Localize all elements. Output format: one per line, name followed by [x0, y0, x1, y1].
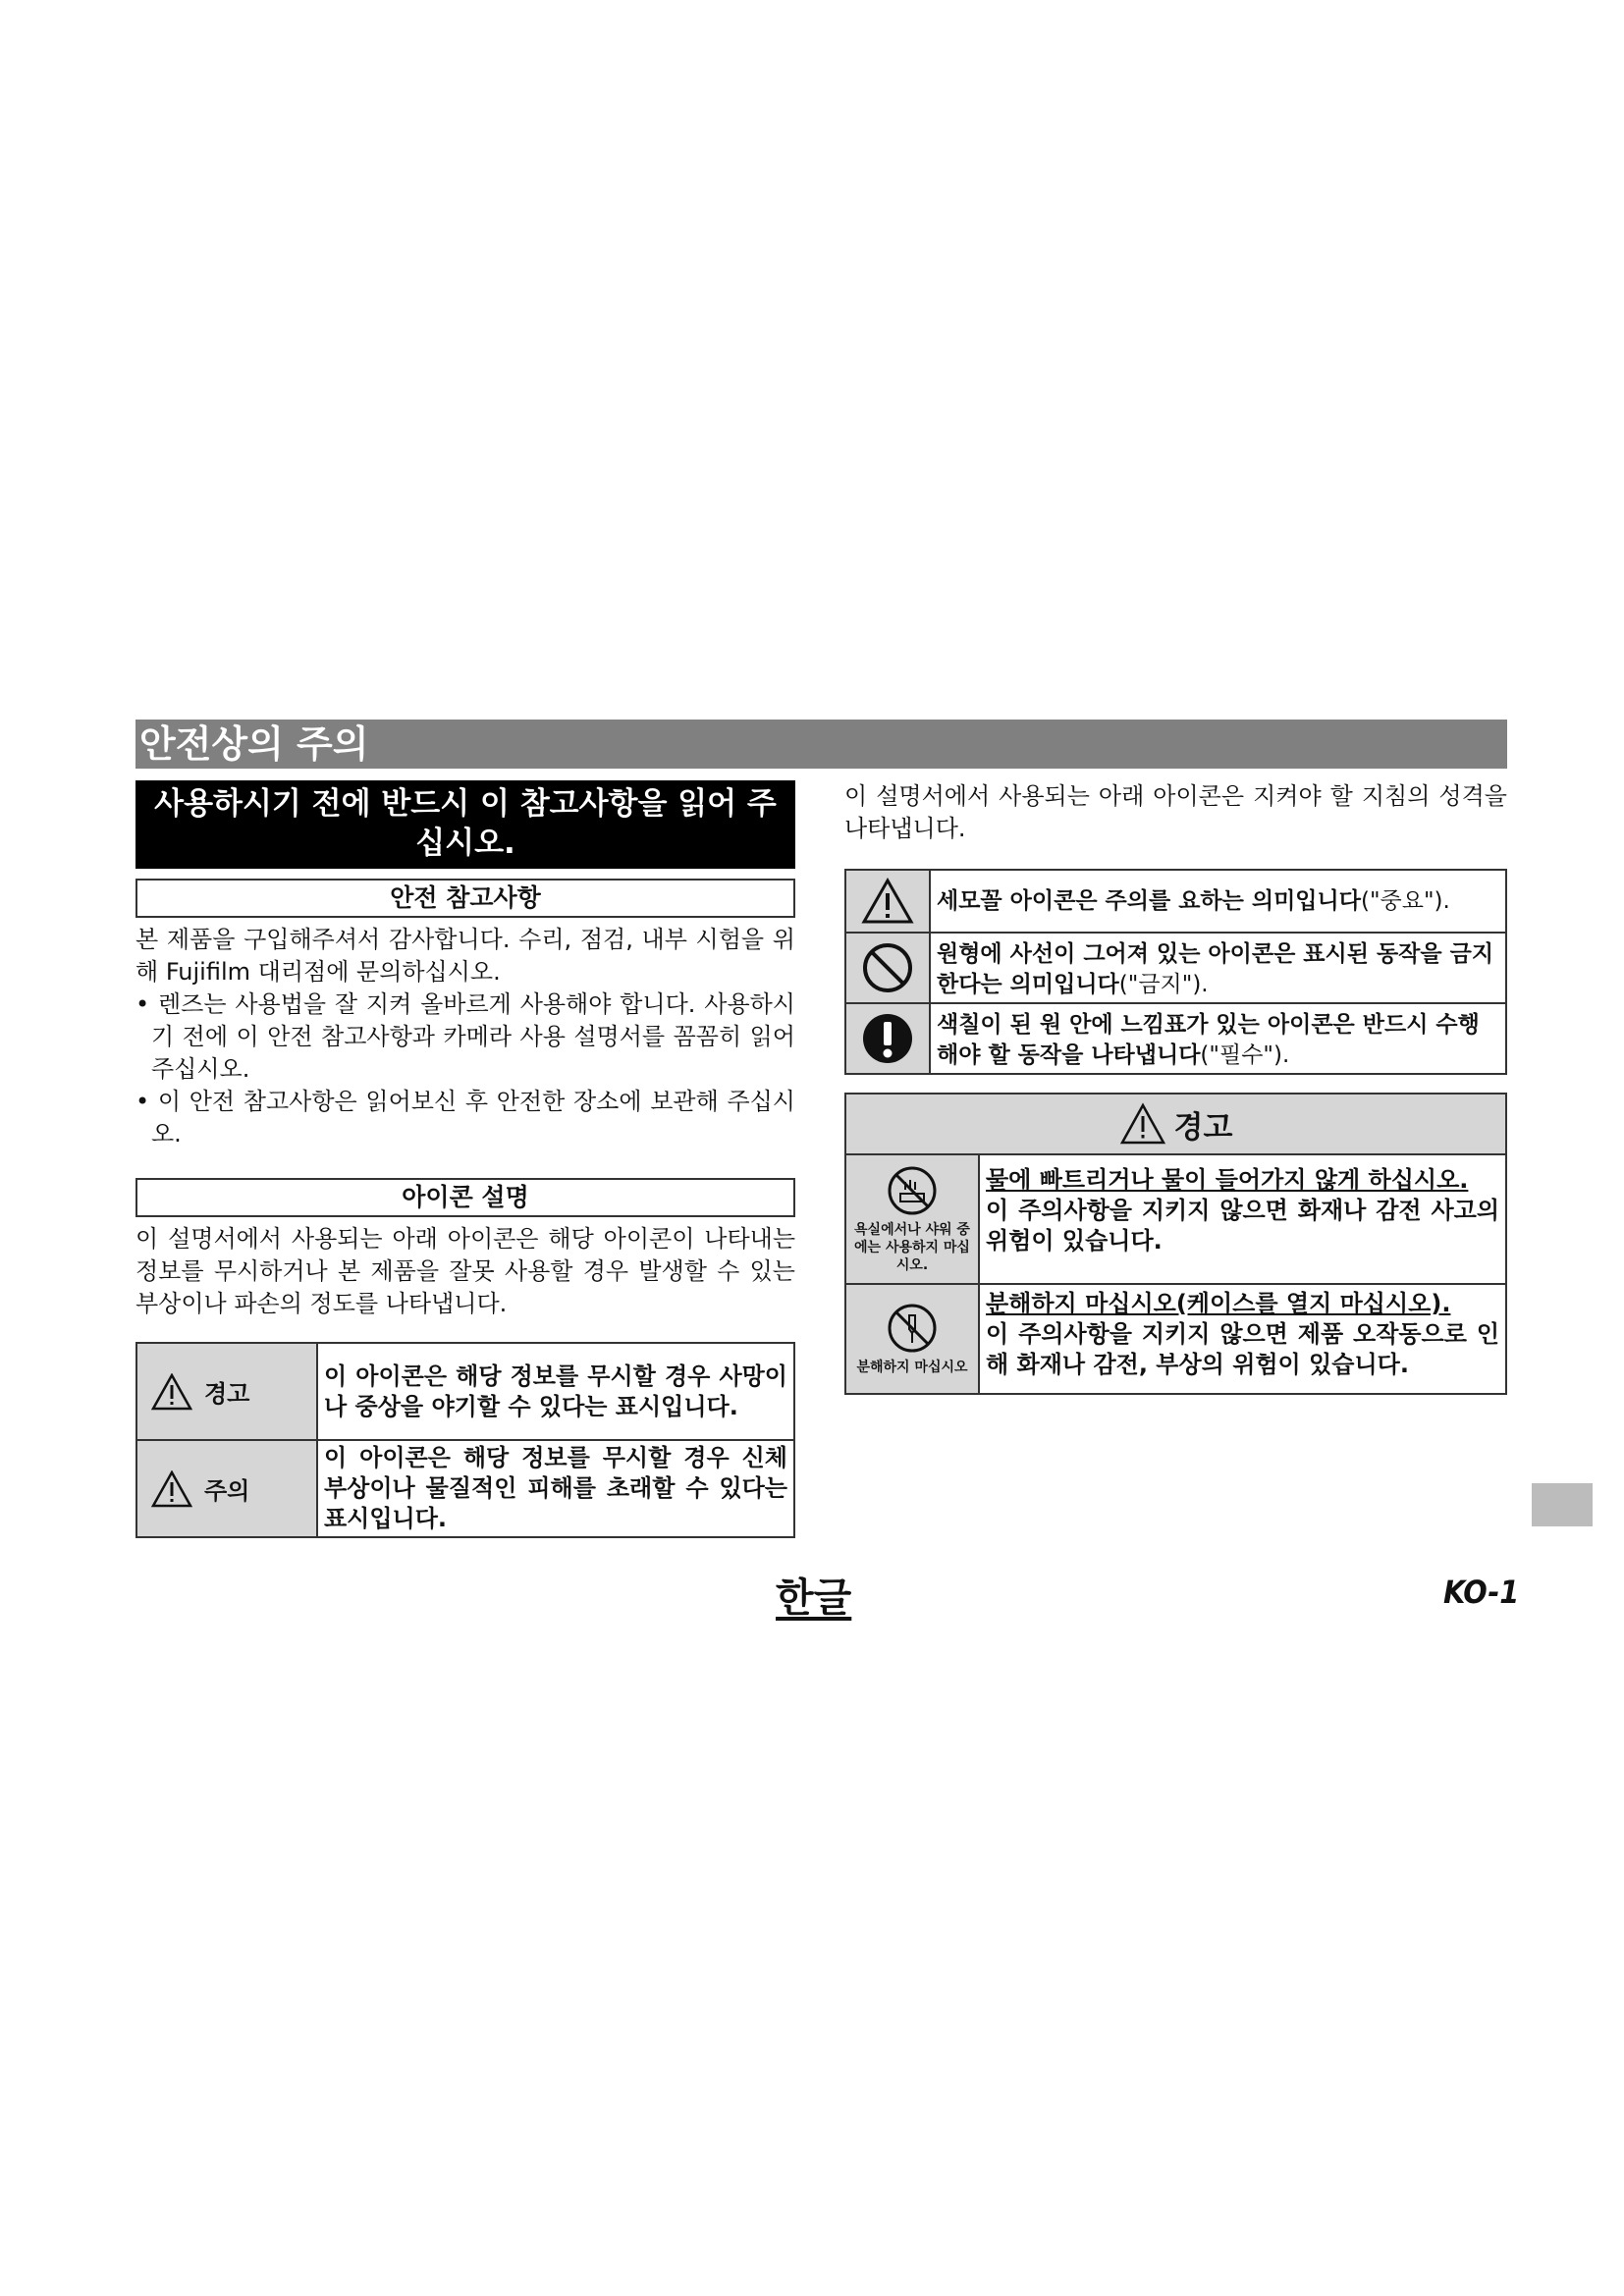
- triangle-warning-icon: [151, 1373, 192, 1411]
- severity-row-warning: [137, 1344, 793, 1439]
- right-column: [844, 780, 1507, 1395]
- meaning-tag: ("금지").: [1118, 972, 1209, 997]
- safety-notes-heading: 안전 참고사항: [135, 879, 795, 918]
- severity-description: 이 아이콘은 해당 정보를 무시할 경우 신체 부상이나 물질적인 피해를 초래할 수 있다는 표시입니다.: [324, 1444, 787, 1532]
- icon-meaning-table: [844, 869, 1507, 1075]
- warning-body: 이 주의사항을 지키지 않으면 제품 오작동으로 인해 화재나 감전, 부상의 위험이 있습니다.: [986, 1320, 1499, 1378]
- warning-row: [846, 1283, 1505, 1393]
- right-intro-paragraph: 이 설명서에서 사용되는 아래 아이콘은 지켜야 할 지침의 성격을 나타냅니다.: [844, 782, 1507, 842]
- meaning-row: [846, 932, 1505, 1002]
- triangle-warning-icon: [151, 1470, 192, 1508]
- no-disassembly-icon: [886, 1302, 939, 1355]
- safety-bullet-list: [135, 988, 795, 1150]
- warning-title: 경고: [1173, 1109, 1233, 1146]
- meaning-text: 세모꼴 아이콘은 주의를 요하는 의미입니다: [937, 887, 1361, 914]
- page-banner-title: 안전상의 주의: [135, 720, 1507, 769]
- bullet-item: • 이 안전 참고사항은 읽어보신 후 안전한 장소에 보관해 주십시오.: [135, 1088, 795, 1148]
- meaning-tag: ("중요").: [1360, 887, 1450, 914]
- warning-headline: 물에 빠트리거나 물이 들어가지 않게 하십시오.: [986, 1166, 1469, 1194]
- intro-paragraph: 본 제품을 구입해주셔서 감사합니다. 수리, 점검, 내부 시험을 위해 Fujifilm 대리점에 문의하십시오.: [135, 926, 795, 986]
- severity-icon-table: [135, 1342, 795, 1538]
- warning-headline: 분해하지 마십시오(케이스를 열지 마십시오).: [986, 1290, 1451, 1317]
- bullet-item: • 렌즈는 사용법을 잘 지켜 올바르게 사용해야 합니다. 사용하시기 전에 이 안전 참고사항과 카메라 사용 설명서를 꼼꼼히 읽어주십시오.: [135, 990, 795, 1083]
- warning-header: [846, 1095, 1505, 1155]
- triangle-warning-icon: [861, 878, 914, 925]
- section-side-tab: [1532, 1483, 1593, 1526]
- icon-intro-paragraph: 이 설명서에서 사용되는 아래 아이콘은 해당 아이콘이 나타내는 정보를 무시하거나 본 제품을 잘못 사용할 경우 발생할 수 있는 부상이나 파손의 정도를 나타냅니다.: [135, 1225, 795, 1317]
- icon-explanation-heading: 아이콘 설명: [135, 1178, 795, 1217]
- no-water-icon: [886, 1164, 939, 1217]
- meaning-row: [846, 1002, 1505, 1073]
- prohibited-icon: [861, 941, 914, 994]
- severity-description: 이 아이콘은 해당 정보를 무시할 경우 사망이나 중상을 야기할 수 있다는 표시입니다.: [324, 1362, 787, 1420]
- warning-row: [846, 1155, 1505, 1283]
- severity-row-caution: [137, 1439, 793, 1536]
- meaning-tag: ("필수").: [1200, 1042, 1290, 1068]
- severity-label: 경고: [204, 1380, 250, 1408]
- meaning-text: 색칠이 된 원 안에 느낌표가 있는 아이콘은 반드시 수행해야 할 동작을 나타냅니다: [937, 1012, 1480, 1068]
- warning-body: 이 주의사항을 지키지 않으면 화재나 감전 사고의 위험이 있습니다.: [986, 1197, 1499, 1255]
- warning-icon-caption: 욕실에서나 샤워 중에는 사용하지 마십시오.: [854, 1222, 970, 1273]
- meaning-row: [846, 871, 1505, 932]
- mandatory-icon: [861, 1012, 914, 1065]
- warning-icon-caption: 분해하지 마십시오: [856, 1360, 968, 1375]
- warning-table: [844, 1093, 1507, 1395]
- page-number: KO-1: [1443, 1574, 1520, 1611]
- left-column: [135, 780, 795, 1538]
- severity-label: 주의: [204, 1477, 250, 1505]
- meaning-text: 원형에 사선이 그어져 있는 아이콘은 표시된 동작을 금지한다는 의미입니다: [937, 941, 1494, 997]
- language-label: 한글: [776, 1575, 852, 1621]
- read-before-use-notice: 사용하시기 전에 반드시 이 참고사항을 읽어 주십시오.: [135, 780, 795, 869]
- triangle-warning-icon: [1119, 1102, 1166, 1146]
